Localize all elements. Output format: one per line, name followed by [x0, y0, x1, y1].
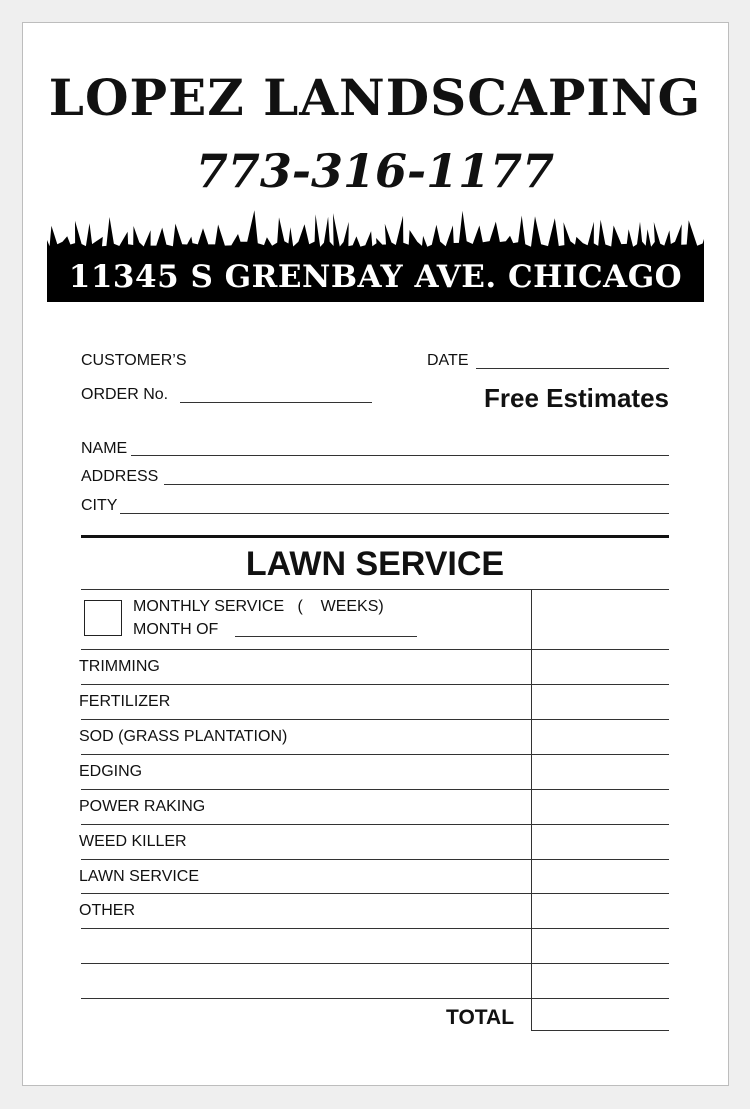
service-item-weed-killer: WEED KILLER [79, 833, 187, 850]
address-field[interactable] [164, 484, 669, 485]
lawn-service-heading: LAWN SERVICE [245, 545, 505, 583]
company-name: LOPEZ LANDSCAPING [48, 68, 702, 127]
service-item-lawn-service: LAWN SERVICE [79, 868, 200, 885]
free-estimates: Free Estimates [484, 383, 669, 413]
table-row-border [81, 928, 669, 929]
company-phone: 773-316-1177 [195, 144, 555, 198]
address-label: ADDRESS [81, 468, 159, 485]
monthly-service-label: MONTHLY SERVICE ( WEEKS) [133, 598, 384, 615]
total-field-border [531, 1030, 669, 1031]
service-item-other: OTHER [79, 902, 135, 919]
service-item-power-raking: POWER RAKING [79, 798, 206, 815]
table-row-border [81, 963, 669, 964]
service-amount-field[interactable] [532, 790, 669, 823]
company-address: 11345 S GRENBAY AVE. CHICAGO IL 60617 [68, 259, 683, 345]
total-amount-field[interactable] [532, 1000, 669, 1030]
name-label: NAME [81, 440, 128, 457]
date-field[interactable] [476, 368, 669, 369]
city-label: CITY [81, 497, 118, 514]
city-field[interactable] [120, 513, 669, 514]
name-field[interactable] [131, 455, 669, 456]
total-label: TOTAL [446, 1006, 515, 1029]
section-divider [81, 535, 669, 538]
customers-label: CUSTOMER’S [81, 352, 187, 369]
month-of-label: MONTH OF [133, 621, 219, 638]
service-item-edging: EDGING [79, 763, 143, 780]
service-amount-field[interactable] [532, 894, 669, 927]
monthly-service-checkbox[interactable] [84, 600, 122, 636]
order-no-field[interactable] [180, 402, 372, 403]
order-no-label: ORDER No. [81, 386, 169, 403]
month-of-field[interactable] [235, 636, 417, 637]
table-row-border [81, 998, 669, 999]
service-item-fertilizer: FERTILIZER [79, 693, 171, 710]
grass-decoration [47, 205, 704, 255]
service-amount-field[interactable] [532, 720, 669, 753]
service-amount-field[interactable] [532, 825, 669, 858]
table-top-border [81, 589, 669, 590]
service-item-trimming: TRIMMING [79, 658, 160, 675]
service-amount-field[interactable] [532, 650, 669, 683]
date-label: DATE [427, 352, 469, 369]
service-amount-field[interactable] [532, 755, 669, 788]
service-amount-field[interactable] [532, 860, 669, 893]
service-amount-field[interactable] [532, 685, 669, 718]
service-item-sod: SOD (GRASS PLANTATION) [79, 728, 288, 745]
